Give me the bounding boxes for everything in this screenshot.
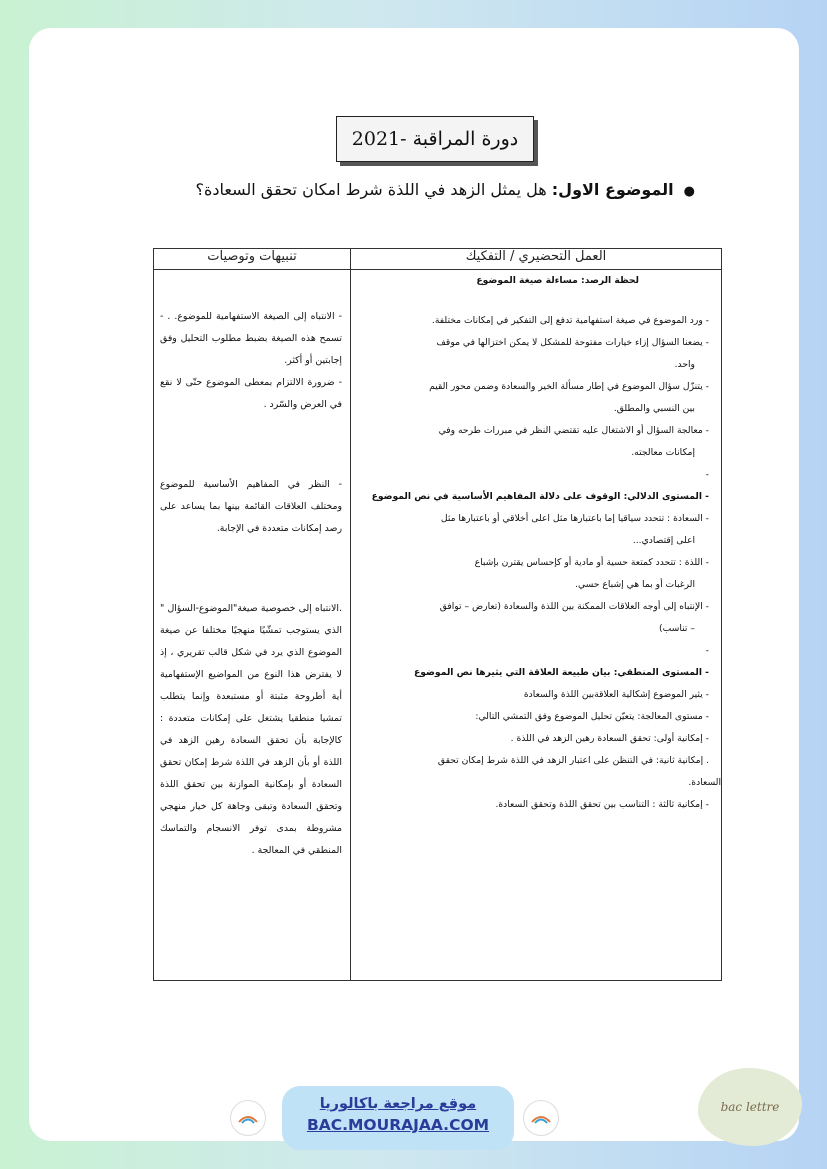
line-5: بين النسبي والمطلق.: [613, 403, 695, 414]
line-13: الرغبات أو بما هي إشباع حسي.: [575, 579, 695, 590]
line-4: - يتنزّل سؤال الموضوع في إطار مسألة الخير والسعادة وضمن محور القيم: [429, 381, 709, 392]
subject-label: الموضوع الاول:: [551, 180, 674, 199]
line-23: - إمكانية ثالثة : التناسب بين تحقق اللذة وتحقق السعادة.: [495, 799, 709, 810]
left-stamp-icon: [230, 1100, 266, 1136]
line-21: . إمكانية ثانية: في التنظن على اعتبار الزهد في اللذة شرط إمكان تحقق: [437, 755, 709, 766]
note-4: .الانتباه إلى خصوصية صيغة"الموضوع-السؤال " الذي يستوجب تمشّيًا منهجيًا مختلفا عن صيغة الموضوع الذي يرد في شكل قالب تقريري ، إذ لا يفترض هذا النوع من المواضيع الإستفهامية أية أطروحة مثبتة أو مستبعدة وإنما يتطلب تمشيا منطقيا يشتغل على إمكانات متعددة : كالإجابة بأن تحقق السعادة رهين الزهد في اللذة أو بأن الزهد في اللذة شرط إمكان تحقق السعادة أو بإمكانية الموازنة بين تحقق اللذة وتحقق السعادة وتبقى وجاهة كل خيار منهجي مشروطة بمدى توفر الانسجام والتماسك المنطقي في المعالجة .: [160, 603, 342, 856]
header-notes: تنبيهات وتوصيات: [154, 249, 351, 270]
line-14: - الإنتباه إلى أوجه العلاقات الممكنة بين اللذة والسعادة (تعارض – توافق: [439, 601, 709, 612]
section-heading-observation: لحظة الرصد: مساءلة صيغة الموضوع: [476, 275, 639, 286]
analysis-table: [153, 248, 722, 981]
line-19: - مستوى المعالجة: يتعيّن تحليل الموضوع وفق التمشي التالي:: [475, 711, 709, 722]
line-6: - معالجة السؤال أو الاشتغال عليه تقتضي النظر في مبررات طرحه وفي: [438, 425, 709, 436]
semantic-level-line: - المستوى الدلالي: الوقوف على دلالة المفاهيم الأساسية في نص الموضوع: [371, 491, 709, 502]
line-11: اعلى إقتصادي...: [632, 535, 695, 546]
header-preparatory-work: العمل التحضيري / التفكيك: [351, 249, 722, 270]
line-1: - ورد الموضوع في صيغة استفهامية تدفع إلى التفكير في إمكانات مختلفة.: [431, 315, 709, 326]
line-10: - السعادة : تتحدد سياقيا إما باعتبارها مثل اعلى أخلاقي أو باعتبارها مثل: [440, 513, 709, 524]
line-8: -: [705, 469, 709, 480]
line-12: - اللذة : تتحدد كمتعة حسية أو مادية أو كإحساس يقترن بإشباع: [474, 557, 709, 568]
preparatory-work-cell: [351, 270, 722, 981]
logo-text: bac lettre: [720, 1100, 780, 1114]
line-15: – تناسب): [659, 623, 695, 634]
bullet-icon: ●: [683, 184, 695, 199]
line-18: - يثير الموضوع إشكالية العلاقةبين اللذة والسعادة: [523, 689, 709, 700]
logical-level-line: - المستوى المنطقي: بيان طبيعة العلاقة التي يثيرها نص الموضوع: [414, 667, 709, 678]
subject-line: [135, 180, 695, 199]
line-16: -: [705, 645, 709, 656]
line-3: واحد.: [674, 359, 695, 370]
site-name-arabic[interactable]: موقع مراجعة باكالوريا: [319, 1096, 477, 1112]
notes-cell: [154, 270, 351, 981]
site-banner[interactable]: [282, 1086, 514, 1150]
right-stamp-icon: [523, 1100, 559, 1136]
line-7: إمكانات معالجته.: [631, 447, 695, 458]
subject-question: هل يمثل الزهد في اللذة شرط امكان تحقق السعادة؟: [195, 180, 552, 199]
session-title: دورة المراقبة -2021: [351, 128, 519, 150]
line-22: السعادة.: [688, 777, 721, 788]
note-1: - الانتباه إلى الصيغة الاستفهامية للموضوع. . - تسمح هذه الصيغة بضبط مطلوب التحليل وفق إجابتين أو أكثر.: [160, 311, 342, 366]
bac-lettre-logo: [698, 1068, 802, 1146]
line-2: - يضعنا السؤال إزاء خيارات مفتوحة للمشكل لا يمكن اختزالها في موقف: [436, 337, 709, 348]
session-title-box: [336, 116, 534, 162]
site-url[interactable]: BAC.MOURAJAA.COM: [306, 1116, 490, 1134]
note-2: - ضرورة الالتزام بمعطى الموضوع حتّى لا نقع في العرض والسّرد .: [160, 377, 342, 410]
note-3: - النظر في المفاهيم الأساسية للموضوع ومختلف العلاقات القائمة بينها بما يساعد على رصد إمكانات متعددة في الإجابة.: [160, 479, 342, 534]
line-20: - إمكانية أولى: تحقق السعادة رهين الزهد في اللذة .: [510, 733, 709, 744]
